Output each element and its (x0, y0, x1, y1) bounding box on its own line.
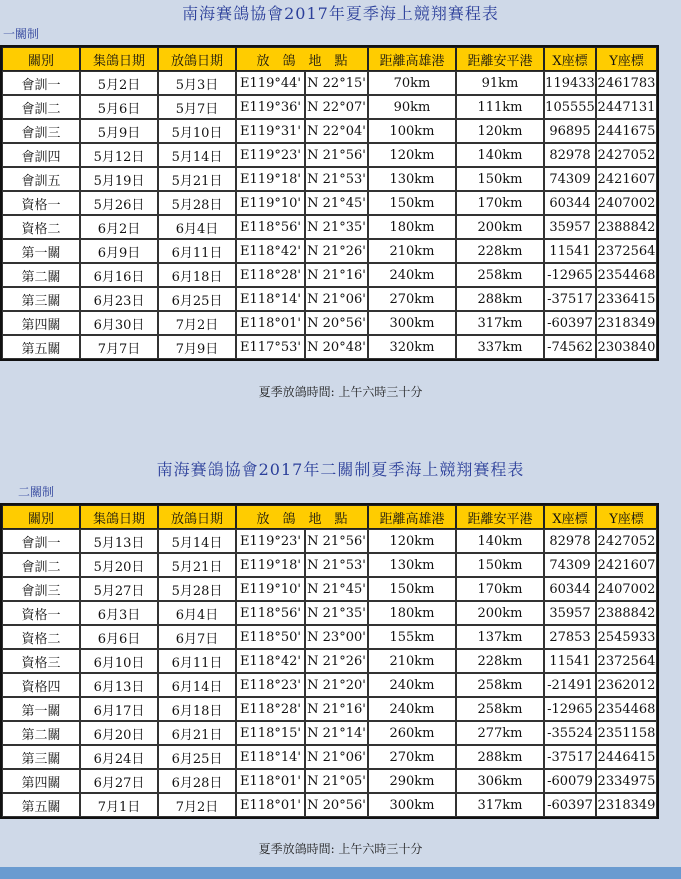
table-cell: 第四關 (2, 769, 80, 793)
table-cell: -37517 (544, 287, 596, 311)
table-cell: 270km (368, 287, 456, 311)
column-header: 集鴿日期 (80, 505, 158, 529)
table-cell: 82978 (544, 529, 596, 553)
schedule-subtitle: 一關制 (3, 27, 40, 41)
schedule-subtitle: 二關制 (18, 485, 55, 499)
table-cell: 120km (368, 529, 456, 553)
table-cell: 60344 (544, 191, 596, 215)
table-cell: N 21°16' (305, 263, 368, 287)
table-cell: N 21°05' (305, 769, 368, 793)
table-row (2, 577, 657, 601)
table-cell: 資格二 (2, 215, 80, 239)
table-row (2, 311, 657, 335)
table-cell: 210km (368, 239, 456, 263)
table-cell: 288km (456, 287, 544, 311)
table-cell: 200km (456, 601, 544, 625)
table-cell: 260km (368, 721, 456, 745)
table-cell: 6月20日 (80, 721, 158, 745)
column-header: 關別 (2, 505, 80, 529)
table-row (2, 601, 657, 625)
table-cell: 5月6日 (80, 95, 158, 119)
table-cell: 2407002 (596, 577, 657, 601)
table-cell: 第二關 (2, 263, 80, 287)
table-cell: 105555 (544, 95, 596, 119)
table-cell: 5月7日 (158, 95, 236, 119)
column-header: 放鴿日期 (158, 47, 236, 71)
table-cell: 2421607 (596, 553, 657, 577)
table-cell: N 23°00' (305, 625, 368, 649)
table-cell: 70km (368, 71, 456, 95)
table-cell: 5月21日 (158, 553, 236, 577)
header-row (2, 47, 657, 71)
schedule-table (0, 45, 659, 361)
table-cell: E118°15' (236, 721, 305, 745)
table-cell: 6月9日 (80, 239, 158, 263)
table-cell: 96895 (544, 119, 596, 143)
table-cell: 180km (368, 601, 456, 625)
column-header: 距離高雄港 (368, 47, 456, 71)
table-cell: 140km (456, 529, 544, 553)
table-cell: N 20°48' (305, 335, 368, 359)
table-cell: 6月4日 (158, 601, 236, 625)
table-cell: 第二關 (2, 721, 80, 745)
table-cell: N 21°45' (305, 577, 368, 601)
table-cell: 5月27日 (80, 577, 158, 601)
table-cell: E119°36' (236, 95, 305, 119)
table-cell: 2447131 (596, 95, 657, 119)
table-cell: N 22°07' (305, 95, 368, 119)
table-cell: 288km (456, 745, 544, 769)
table-cell: 6月17日 (80, 697, 158, 721)
table-cell: E119°23' (236, 143, 305, 167)
column-header: 放鴿日期 (158, 505, 236, 529)
table-cell: 5月28日 (158, 577, 236, 601)
table-row (2, 263, 657, 287)
table-cell: 74309 (544, 167, 596, 191)
table-cell: 2388842 (596, 215, 657, 239)
table-cell: E118°28' (236, 263, 305, 287)
table-cell: -12965 (544, 263, 596, 287)
table-cell: 5月26日 (80, 191, 158, 215)
column-header: 距離高雄港 (368, 505, 456, 529)
table-cell: E118°01' (236, 311, 305, 335)
table-cell: -12965 (544, 697, 596, 721)
table-cell: N 21°56' (305, 143, 368, 167)
table-cell: 228km (456, 239, 544, 263)
table-cell: 210km (368, 649, 456, 673)
table-cell: 6月25日 (158, 745, 236, 769)
table-row (2, 167, 657, 191)
table-cell: 228km (456, 649, 544, 673)
table-cell: 258km (456, 263, 544, 287)
table-row (2, 721, 657, 745)
table-cell: 120km (368, 143, 456, 167)
table-cell: 82978 (544, 143, 596, 167)
table-cell: 2351158 (596, 721, 657, 745)
table-cell: 2334975 (596, 769, 657, 793)
table-cell: N 21°35' (305, 215, 368, 239)
table-cell: 資格二 (2, 625, 80, 649)
table-row (2, 215, 657, 239)
table-cell: E118°28' (236, 697, 305, 721)
table-cell: 150km (368, 577, 456, 601)
table-cell: 170km (456, 577, 544, 601)
table-cell: 11541 (544, 649, 596, 673)
table-cell: -37517 (544, 745, 596, 769)
column-header: Y座標 (596, 47, 657, 71)
table-cell: 320km (368, 335, 456, 359)
table-cell: 2336415 (596, 287, 657, 311)
table-row (2, 793, 657, 817)
table-cell: 6月11日 (158, 239, 236, 263)
table-cell: 2407002 (596, 191, 657, 215)
table-cell: 2303840 (596, 335, 657, 359)
table-cell: 6月25日 (158, 287, 236, 311)
table-cell: 6月30日 (80, 311, 158, 335)
table-cell: N 21°56' (305, 529, 368, 553)
table-cell: 第四關 (2, 311, 80, 335)
table-cell: N 22°04' (305, 119, 368, 143)
table-cell: 2372564 (596, 649, 657, 673)
release-time-note: 夏季放鴿時間: 上午六時三十分 (258, 842, 423, 856)
table-cell: 200km (456, 215, 544, 239)
table-cell: 5月3日 (158, 71, 236, 95)
header-row (2, 505, 657, 529)
table-row (2, 745, 657, 769)
table-cell: 2421607 (596, 167, 657, 191)
table-cell: E117°53' (236, 335, 305, 359)
table-cell: -60397 (544, 793, 596, 817)
table-cell: 6月6日 (80, 625, 158, 649)
table-cell: E119°10' (236, 577, 305, 601)
table-cell: N 21°26' (305, 649, 368, 673)
table-row (2, 119, 657, 143)
release-time-note: 夏季放鴿時間: 上午六時三十分 (258, 385, 423, 399)
table-cell: -74562 (544, 335, 596, 359)
table-cell: 會訓二 (2, 95, 80, 119)
table-cell: 240km (368, 697, 456, 721)
table-cell: 170km (456, 191, 544, 215)
table-cell: 11541 (544, 239, 596, 263)
table-cell: 130km (368, 553, 456, 577)
table-cell: N 22°15' (305, 71, 368, 95)
table-cell: N 20°56' (305, 793, 368, 817)
table-cell: 2362012 (596, 673, 657, 697)
table-cell: 會訓二 (2, 553, 80, 577)
table-row (2, 625, 657, 649)
table-cell: 6月11日 (158, 649, 236, 673)
column-header: Y座標 (596, 505, 657, 529)
table-row (2, 71, 657, 95)
table-cell: 6月21日 (158, 721, 236, 745)
table-cell: 258km (456, 697, 544, 721)
table-cell: 2388842 (596, 601, 657, 625)
table-cell: N 20°56' (305, 311, 368, 335)
bottom-bar (0, 867, 681, 879)
table-cell: 6月24日 (80, 745, 158, 769)
schedule-section-2 (0, 458, 681, 815)
table-cell: N 21°35' (305, 601, 368, 625)
table-row (2, 95, 657, 119)
table-cell: 會訓三 (2, 119, 80, 143)
table-cell: 7月2日 (158, 793, 236, 817)
table-cell: E118°50' (236, 625, 305, 649)
table-cell: 60344 (544, 577, 596, 601)
table-row (2, 191, 657, 215)
table-cell: E118°01' (236, 793, 305, 817)
table-cell: N 21°06' (305, 745, 368, 769)
table-row (2, 769, 657, 793)
table-cell: 第一關 (2, 697, 80, 721)
table-cell: 5月28日 (158, 191, 236, 215)
table-cell: 7月9日 (158, 335, 236, 359)
table-cell: 2427052 (596, 143, 657, 167)
column-header: 集鴿日期 (80, 47, 158, 71)
table-cell: E118°23' (236, 673, 305, 697)
table-cell: 2461783 (596, 71, 657, 95)
table-cell: N 21°53' (305, 167, 368, 191)
table-cell: N 21°20' (305, 673, 368, 697)
table-cell: 會訓四 (2, 143, 80, 167)
table-cell: 74309 (544, 553, 596, 577)
table-cell: -21491 (544, 673, 596, 697)
table-cell: 6月3日 (80, 601, 158, 625)
table-cell: 277km (456, 721, 544, 745)
table-cell: E119°18' (236, 553, 305, 577)
table-cell: 100km (368, 119, 456, 143)
column-header: 放 鴿 地 點 (236, 505, 368, 529)
table-cell: 5月9日 (80, 119, 158, 143)
table-cell: 150km (456, 167, 544, 191)
table-row (2, 673, 657, 697)
table-cell: 會訓三 (2, 577, 80, 601)
table-cell: 7月2日 (158, 311, 236, 335)
table-cell: E118°14' (236, 287, 305, 311)
schedule-section-1 (0, 0, 681, 357)
table-cell: E119°23' (236, 529, 305, 553)
table-cell: 35957 (544, 601, 596, 625)
table-row (2, 287, 657, 311)
table-cell: N 21°14' (305, 721, 368, 745)
table-cell: 7月7日 (80, 335, 158, 359)
schedule-title: 南海賽鴿協會2017年夏季海上競翔賽程表 (182, 4, 499, 23)
table-cell: 2318349 (596, 311, 657, 335)
table-cell: 2318349 (596, 793, 657, 817)
table-cell: 5月20日 (80, 553, 158, 577)
table-cell: 140km (456, 143, 544, 167)
table-cell: E118°56' (236, 215, 305, 239)
table-cell: 2354468 (596, 697, 657, 721)
table-cell: 6月4日 (158, 215, 236, 239)
column-header: X座標 (544, 47, 596, 71)
table-cell: 6月7日 (158, 625, 236, 649)
table-row (2, 335, 657, 359)
table-cell: 第五關 (2, 793, 80, 817)
table-row (2, 239, 657, 263)
table-cell: 120km (456, 119, 544, 143)
table-cell: 240km (368, 263, 456, 287)
table-cell: 35957 (544, 215, 596, 239)
table-cell: 5月13日 (80, 529, 158, 553)
table-row (2, 553, 657, 577)
table-cell: 6月2日 (80, 215, 158, 239)
table-cell: 資格一 (2, 191, 80, 215)
table-cell: 資格一 (2, 601, 80, 625)
table-cell: -35524 (544, 721, 596, 745)
column-header: 距離安平港 (456, 47, 544, 71)
table-cell: 6月27日 (80, 769, 158, 793)
table-row (2, 649, 657, 673)
table-cell: 會訓一 (2, 529, 80, 553)
table-cell: 6月23日 (80, 287, 158, 311)
column-header: 距離安平港 (456, 505, 544, 529)
table-cell: -60397 (544, 311, 596, 335)
table-cell: 2372564 (596, 239, 657, 263)
table-cell: E118°01' (236, 769, 305, 793)
table-cell: 5月14日 (158, 529, 236, 553)
table-cell: 第三關 (2, 287, 80, 311)
table-cell: 6月10日 (80, 649, 158, 673)
table-cell: 2441675 (596, 119, 657, 143)
table-cell: E118°42' (236, 649, 305, 673)
table-cell: 240km (368, 673, 456, 697)
table-cell: E118°56' (236, 601, 305, 625)
table-cell: 270km (368, 745, 456, 769)
table-cell: N 21°45' (305, 191, 368, 215)
table-cell: 6月14日 (158, 673, 236, 697)
table-cell: 137km (456, 625, 544, 649)
table-cell: 第五關 (2, 335, 80, 359)
table-cell: 5月2日 (80, 71, 158, 95)
table-cell: 150km (456, 553, 544, 577)
table-cell: N 21°53' (305, 553, 368, 577)
table-cell: 150km (368, 191, 456, 215)
schedule-title: 南海賽鴿協會2017年二關制夏季海上競翔賽程表 (156, 460, 525, 479)
table-cell: E119°18' (236, 167, 305, 191)
schedule-table (0, 503, 659, 819)
table-cell: 第一關 (2, 239, 80, 263)
column-header: 放 鴿 地 點 (236, 47, 368, 71)
table-cell: N 21°16' (305, 697, 368, 721)
table-cell: 300km (368, 793, 456, 817)
table-cell: 會訓一 (2, 71, 80, 95)
table-cell: 6月13日 (80, 673, 158, 697)
table-cell: N 21°06' (305, 287, 368, 311)
table-cell: 111km (456, 95, 544, 119)
table-cell: 6月28日 (158, 769, 236, 793)
table-cell: 306km (456, 769, 544, 793)
table-cell: E118°14' (236, 745, 305, 769)
table-cell: 6月16日 (80, 263, 158, 287)
table-cell: 27853 (544, 625, 596, 649)
table-cell: 155km (368, 625, 456, 649)
table-cell: 第三關 (2, 745, 80, 769)
table-cell: 7月1日 (80, 793, 158, 817)
table-cell: 資格四 (2, 673, 80, 697)
table-cell: 資格三 (2, 649, 80, 673)
table-cell: 5月10日 (158, 119, 236, 143)
table-cell: 5月21日 (158, 167, 236, 191)
table-cell: E118°42' (236, 239, 305, 263)
table-row (2, 529, 657, 553)
table-cell: 2427052 (596, 529, 657, 553)
table-cell: 317km (456, 793, 544, 817)
table-cell: E119°10' (236, 191, 305, 215)
table-cell: 119433 (544, 71, 596, 95)
table-row (2, 143, 657, 167)
table-cell: 180km (368, 215, 456, 239)
table-cell: 317km (456, 311, 544, 335)
column-header: X座標 (544, 505, 596, 529)
table-cell: 5月19日 (80, 167, 158, 191)
table-cell: 6月18日 (158, 697, 236, 721)
table-cell: 91km (456, 71, 544, 95)
table-cell: 2446415 (596, 745, 657, 769)
table-cell: 6月18日 (158, 263, 236, 287)
table-cell: -60079 (544, 769, 596, 793)
table-cell: E119°44' (236, 71, 305, 95)
table-cell: N 21°26' (305, 239, 368, 263)
table-cell: E119°31' (236, 119, 305, 143)
table-row (2, 697, 657, 721)
table-cell: 90km (368, 95, 456, 119)
table-cell: 258km (456, 673, 544, 697)
table-cell: 290km (368, 769, 456, 793)
table-cell: 2354468 (596, 263, 657, 287)
table-cell: 300km (368, 311, 456, 335)
table-cell: 2545933 (596, 625, 657, 649)
table-cell: 5月12日 (80, 143, 158, 167)
table-cell: 會訓五 (2, 167, 80, 191)
column-header: 關別 (2, 47, 80, 71)
table-cell: 5月14日 (158, 143, 236, 167)
table-cell: 130km (368, 167, 456, 191)
table-cell: 337km (456, 335, 544, 359)
